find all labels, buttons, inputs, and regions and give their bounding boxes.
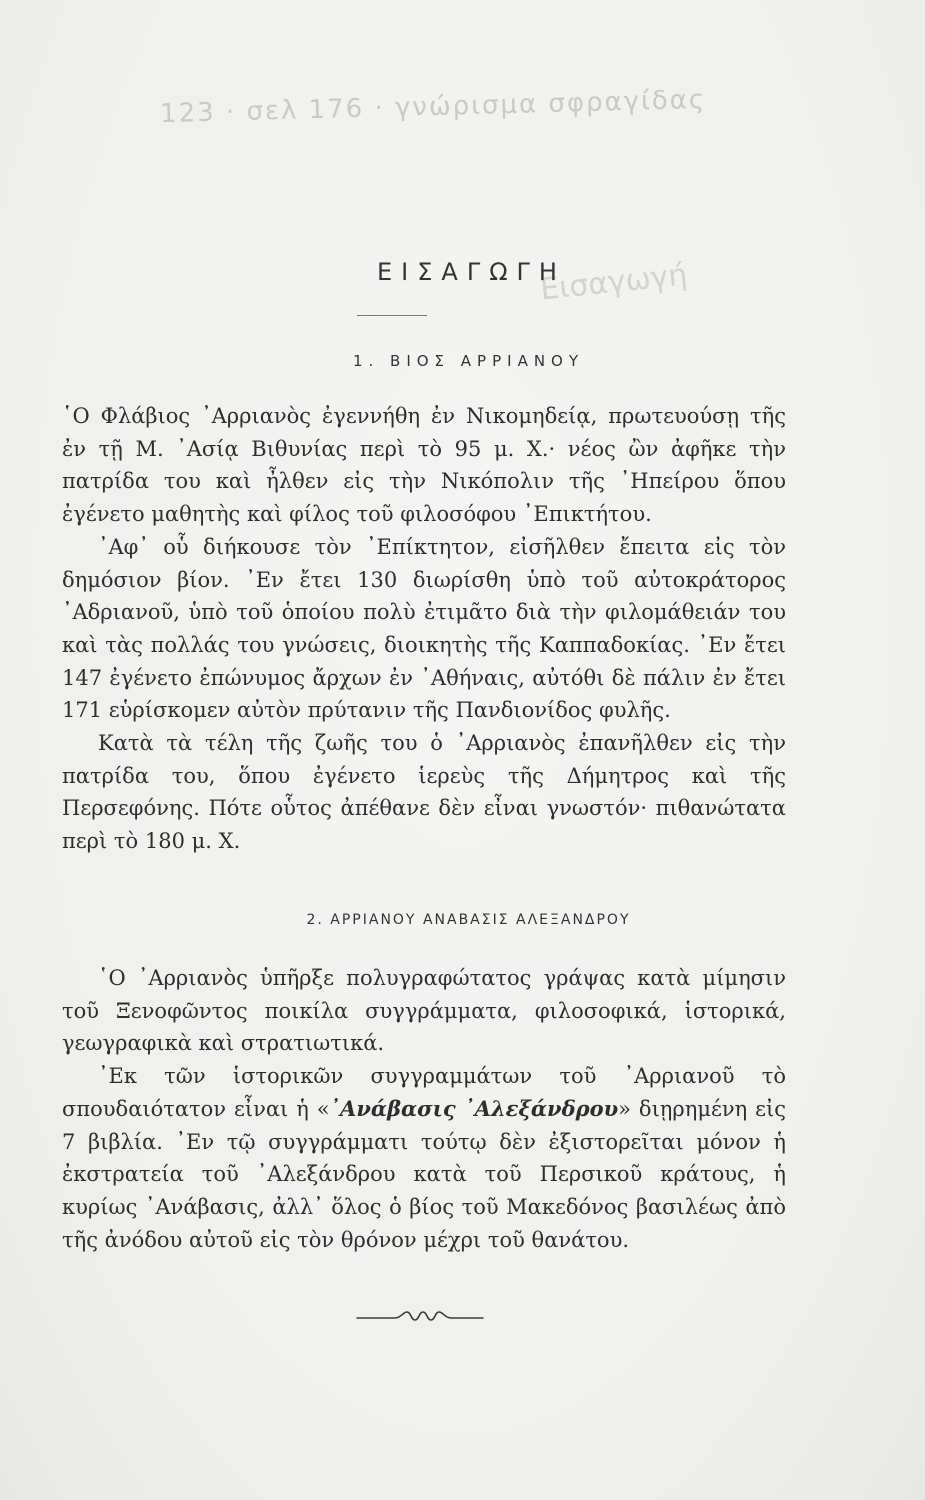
paragraph: ᾿Αφ᾿ οὗ διήκουσε τὸν ᾿Επίκτητον, εἰσῆλθεν ἔπειτα εἰς τὸν δημόσιον βίον. ᾿Εν ἔτει 130 διωρίσθη ὑπὸ τοῦ αὐτοκράτορος ᾿Αδριανοῦ, ὑπὸ τοῦ ὁποίου πολὺ ἐτιμᾶτο διὰ τὴν φιλομάθειάν του καὶ τὰς πολλάς του γνώσεις, διοικητὴς τῆς Καππαδοκίας. ᾿Εν ἔτει 147 ἐγένετο ἐπώνυμος ἄρχων ἐν ᾿Αθήναις, αὐτόθι δὲ πάλιν ἐν ἔτει 171 εὑρίσκομεν αὐτὸν πρύτανιν τῆς Πανδιονίδος φυλῆς. — [62, 534, 786, 723]
paragraph-text: » διῃρημένη εἰς 7 βιβλία. ᾿Εν τῷ συγγράμματι τούτῳ δὲν ἐξιστορεῖται μόνον ἡ ἐκστρατεία τοῦ ᾿Αλεξάνδρου κατὰ τοῦ Περσικοῦ κράτους, ἡ κυρίως ᾿Ανάβασις, ἀλλ᾿ ὅλος ὁ βίος τοῦ Μακεδόνος βασιλέως ἀπὸ τῆς ἀνόδου αὐτοῦ εἰς τὸν θρόνον μέχρι τοῦ θανάτου. — [62, 1096, 786, 1252]
section-heading-1: 1. ΒΙΟΣ ΑΡΡΙΑΝΟΥ — [352, 352, 585, 370]
paragraph — [62, 1060, 786, 1256]
work-title: ᾿Ανάβασις ᾿Αλεξάνδρου — [329, 1095, 619, 1121]
handwritten-margin-note: 123 · σελ 176 · γνώρισμα σφραγίδας — [159, 84, 707, 130]
paragraph: ῾Ο Φλάβιος ᾿Αρριανὸς ἐγεννήθη ἐν Νικομηδείᾳ, πρωτευούσῃ τῆς ἐν τῇ Μ. ᾿Ασίᾳ Βιθυνίας περὶ τὸ 95 μ. Χ.· νέος ὢν ἀφῆκε τὴν πατρίδα του καὶ ἦλθεν εἰς τὴν Νικόπολιν τῆς ᾿Ηπείρου ὅπου ἐγένετο μαθητὴς καὶ φίλος τοῦ φιλοσόφου ᾿Επικτήτου. — [62, 404, 786, 527]
ornament-flourish-icon — [355, 1300, 485, 1330]
handwritten-title-note: Εισαγωγή — [538, 257, 689, 308]
title-rule — [357, 315, 427, 316]
section-2-body — [62, 962, 786, 1256]
section-1-body — [62, 400, 786, 858]
paragraph: Κατὰ τὰ τέλη τῆς ζωῆς του ὁ ᾿Αρριανὸς ἐπανῆλθεν εἰς τὴν πατρίδα του, ὅπου ἐγένετο ἱερεὺς τῆς Δήμητρος καὶ τῆς Περσεφόνης. Πότε οὗτος ἀπέθανε δὲν εἶναι γνωστόν· πιθανώτατα περὶ τὸ 180 μ. Χ. — [62, 731, 786, 854]
page-title: ΕΙΣΑΓΩΓΗ — [377, 258, 566, 286]
paragraph: ῾Ο ᾿Αρριανὸς ὑπῆρξε πολυγραφώτατος γράψας κατὰ μίμησιν τοῦ Ξενοφῶντος ποικίλα συγγράμματα, φιλοσοφικά, ἱστορικά, γεωγραφικὰ καὶ στρατιωτικά. — [62, 966, 786, 1056]
section-heading-2: 2. ΑΡΡΙΑΝΟΥ ΑΝΑΒΑΣΙΣ ΑΛΕΞΑΝΔΡΟΥ — [306, 912, 631, 928]
paragraph-text: ᾿Εκ τῶν ἱστορικῶν συγγραμμάτων τοῦ ᾿Αρριανοῦ τὸ σπουδαιότατον εἶναι ἡ « — [62, 1064, 786, 1121]
